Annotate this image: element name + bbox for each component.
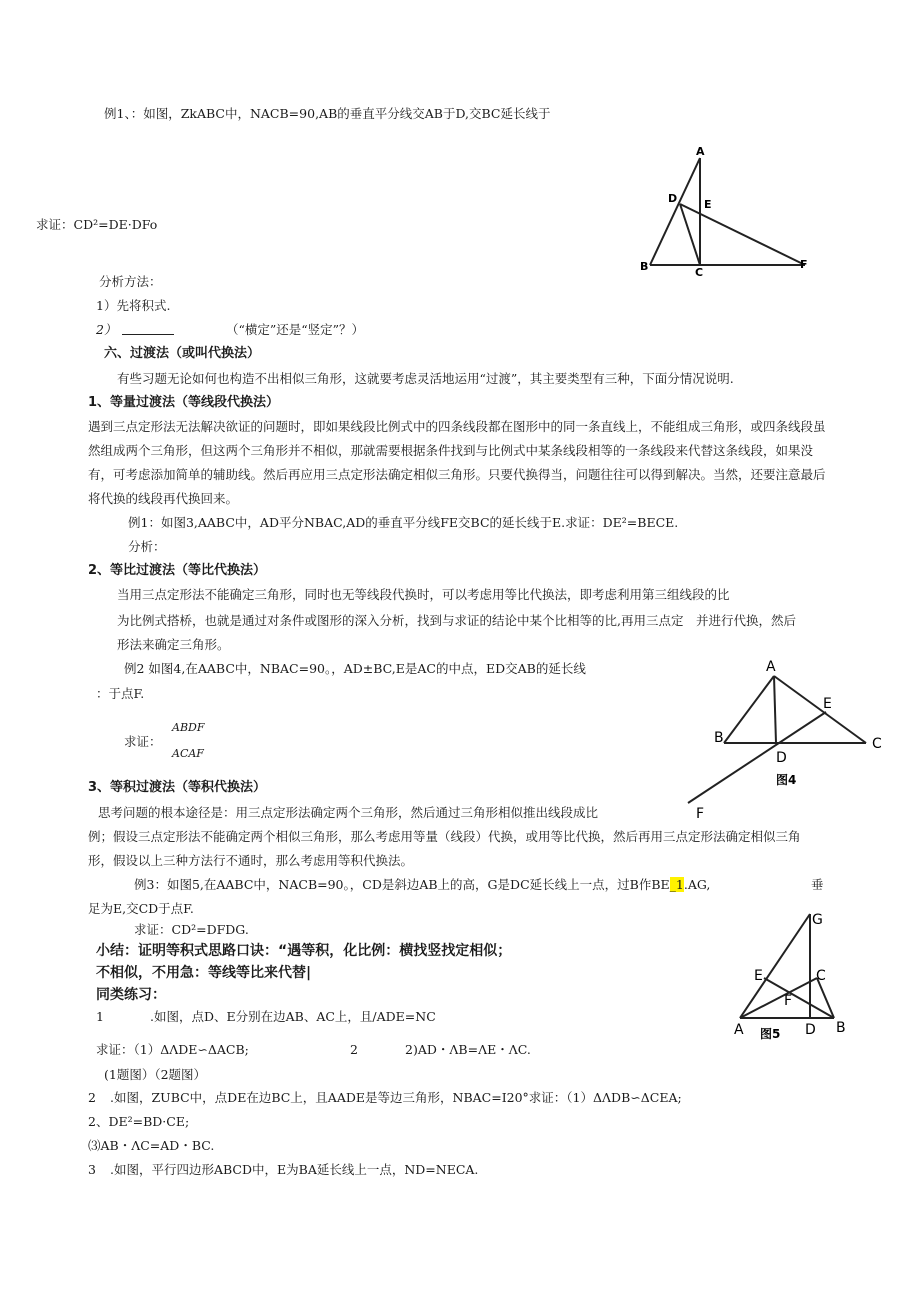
fig5-label-d: D xyxy=(805,1022,816,1038)
fig5-label-g: G xyxy=(812,912,823,928)
practice-1-part-number: 2 xyxy=(350,1042,358,1057)
method-3-example-wrap: 垂 xyxy=(811,877,824,892)
fig4-label-c: C xyxy=(872,736,882,752)
practice-3-number: 3 xyxy=(88,1162,96,1177)
method-2-para-line-3: 形法来确定三角形。 xyxy=(117,637,230,652)
method-2-prove: 求证： xyxy=(124,734,162,749)
fig4-label-e: E xyxy=(823,696,832,712)
fig5-label-c: C xyxy=(816,968,826,984)
analysis-step-2-blank xyxy=(122,322,174,339)
fraction-denominator: ACAF xyxy=(172,747,204,760)
fig5-label-f: F xyxy=(784,993,793,1009)
method-3-para-line-3: 形，假设以上三种方法行不通时，那么考虑用等积代换法。 xyxy=(88,853,414,868)
practice-2-part-3: ⑶AB・ΛC=AD・BC. xyxy=(88,1138,215,1153)
summary-line-3: 同类练习： xyxy=(96,987,166,1003)
fig4-caption: 图4 xyxy=(776,773,797,787)
analysis-step-2-number: 2） xyxy=(96,322,117,337)
fig5-label-e: E xyxy=(754,968,763,984)
fig4-label-d: D xyxy=(776,750,787,766)
method-3-title: 3、等积过渡法（等积代换法） xyxy=(88,780,267,795)
method-1-para-line-3: 有，可考虑添加简单的辅助线。然后再应用三点定形法确定相似三角形。只要代换得当，问题往往可以得到解决。当然，还要注意最后 xyxy=(88,467,826,482)
highlight-mark: _1 xyxy=(669,877,684,892)
method-2-example: 例2 如图4,在AABC中，NBAC=90。，AD±BC,E是AC的中点，ED交AB的延长线 xyxy=(124,661,586,676)
fig4-label-f: F xyxy=(696,806,705,822)
practice-2-text: .如图，ZUBC中，点DE在边BC上，且AADE是等边三角形，NBAC=I20°求证：（1）ΔΛDB∽ΔCEA; xyxy=(110,1090,682,1105)
fig5-caption: 图5 xyxy=(760,1027,781,1041)
method-3-para-line-2: 例；假设三点定形法不能确定两个相似三角形，那么考虑用等量（线段）代换，或用等比代换，然后再用三点定形法确定相似三角 xyxy=(88,829,801,844)
analysis-step-2-hint: （“横定”还是“竖定”？） xyxy=(226,322,365,337)
fig1-label-e: E xyxy=(704,198,712,211)
method-3-example xyxy=(134,877,710,893)
practice-2-number: 2 xyxy=(88,1090,96,1105)
method-3-para-line-1: 思考问题的根本途径是：用三点定形法确定两个三角形，然后通过三角形相似推出线段成比 xyxy=(98,805,599,820)
method-1-example: 例1：如图3,AABC中，AD平分NBAC,AD的垂直平分线FE交BC的延长线于E.求证：DE²=BECE. xyxy=(128,515,679,530)
practice-1-text: .如图，点D、E分别在边AB、AC上，且/ADE=NC xyxy=(150,1009,436,1024)
method-2-para-line-2b: 并进行代换，然后 xyxy=(696,613,797,628)
fig1-label-d: D xyxy=(668,192,678,205)
fig1-label-f: F xyxy=(800,258,808,271)
figure-references: (1题图）（2题图） xyxy=(104,1067,207,1082)
practice-2-part-2: 2、DE²=BD·CE; xyxy=(88,1114,190,1129)
analysis-step-1: 1）先将积式. xyxy=(96,298,171,313)
fraction-numerator: ABDF xyxy=(172,721,205,734)
fig4-label-a: A xyxy=(766,659,776,675)
method-3-example-a: 例3：如图5,在AABC中，NACB=90。，CD是斜边AB上的高，G是DC延长线上一点，过B作BE xyxy=(134,877,670,892)
fig1-label-c: C xyxy=(695,266,704,279)
method-3-example-b: .AG, xyxy=(683,877,711,892)
practice-3-text: .如图，平行四边形ABCD中，E为BA延长线上一点，ND=NECA. xyxy=(110,1162,479,1177)
summary-line-2: 不相似，不用急：等线等比来代替| xyxy=(96,965,312,981)
practice-1-number: 1 xyxy=(96,1009,104,1024)
method-2-para-line-2a: 为比例式搭桥，也就是通过对条件或图形的深入分析，找到与求证的结论中某个比相等的比,再用三点定 xyxy=(117,613,684,628)
method-2-example-cont: ：于点F. xyxy=(96,686,145,701)
section-6-intro: 有些习题无论如何也构造不出相似三角形，这就要考虑灵活地运用“过渡”，其主要类型有三种，下面分情况说明. xyxy=(117,371,734,386)
fig1-label-b: B xyxy=(640,260,649,273)
practice-1-prove: 求证：（1）ΔΛDE∽ΔACB; xyxy=(96,1042,249,1057)
fig1-label-a: A xyxy=(696,145,705,158)
method-1-para-line-2: 然组成两个三角形，但这两个三角形并不相似，那就需要根据条件找到与比例式中某条线段相等的一条线段来代替这条线段，如果没 xyxy=(88,443,814,458)
figure-4 xyxy=(676,656,896,826)
method-3-example-cont: 足为E,交CD于点F. xyxy=(88,901,194,916)
section-6-title: 六、过渡法（或叫代换法） xyxy=(104,346,261,361)
method-2-title: 2、等比过渡法（等比代换法） xyxy=(88,563,267,578)
summary-line-1: 小结：证明等积式思路口诀：“遇等积，化比例：横找竖找定相似； xyxy=(96,943,512,959)
fig5-label-b: B xyxy=(836,1020,846,1036)
method-1-para-line-1: 遇到三点定形法无法解决欲证的问题时，即如果线段比例式中的四条线段都在图形中的同一条直线上，不能组成三角形，或四条线段虽 xyxy=(88,419,826,434)
fig5-label-a: A xyxy=(734,1022,744,1038)
method-1-title: 1、等量过渡法（等线段代换法） xyxy=(88,395,280,410)
method-1-para-line-4: 将代换的线段再代换回来。 xyxy=(88,491,239,506)
method-2-para-line-1: 当用三点定形法不能确定三角形，同时也无等线段代换时，可以考虑用等比代换法，即考虑利用第三组线段的比 xyxy=(117,587,730,602)
figure-5 xyxy=(730,906,860,1046)
example-1-statement: 例1、：如图，ZkABC中，NACB=90,AB的垂直平分线交AB于D,交BC延长线于 xyxy=(104,106,551,121)
fig4-label-b: B xyxy=(714,730,724,746)
practice-1-part-2: 2)AD・ΛB=ΛE・ΛC. xyxy=(405,1042,531,1057)
analysis-label: 分析方法： xyxy=(99,274,162,289)
method-3-prove: 求证：CD²=DFDG. xyxy=(134,922,249,937)
figure-example-1 xyxy=(630,140,820,280)
example-1-prove: 求证：CD²=DE·DFo xyxy=(36,217,158,232)
method-1-analysis: 分析： xyxy=(128,539,166,554)
